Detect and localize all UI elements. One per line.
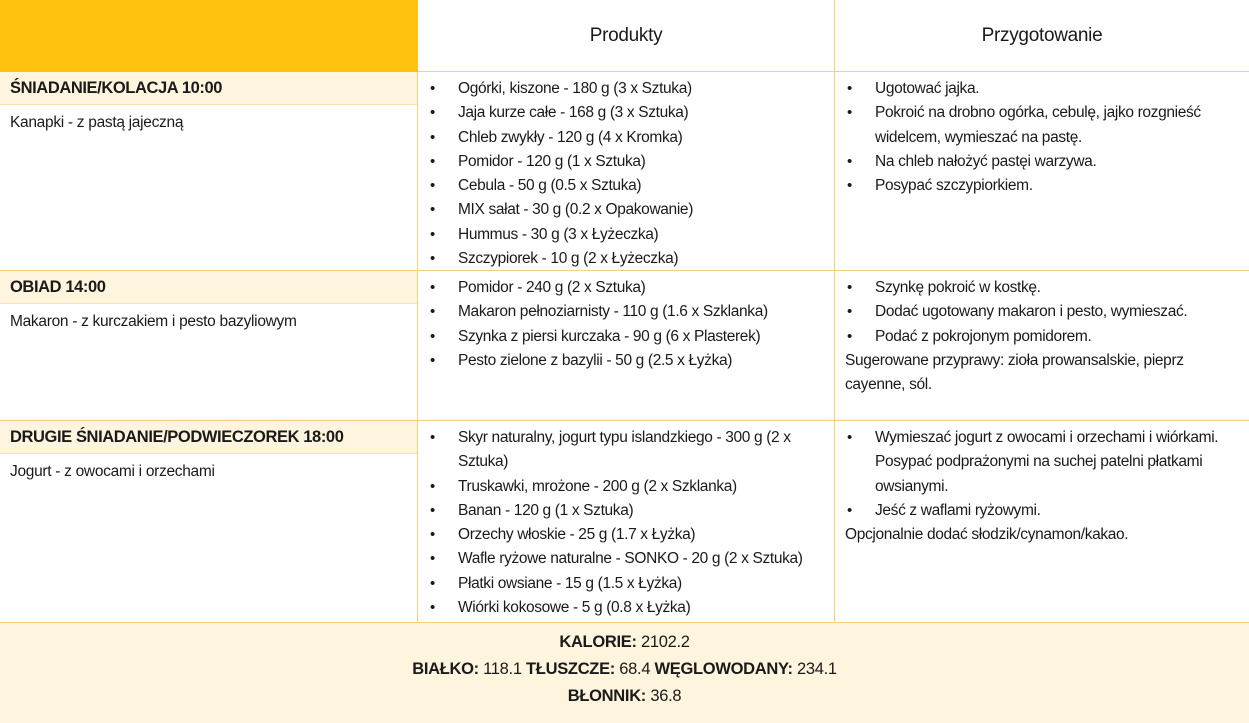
- header-preparation: Przygotowanie: [835, 0, 1249, 72]
- steps-list: [835, 271, 1249, 349]
- fiber-line: [0, 683, 1249, 710]
- product-item: • Ogórki, kiszone - 180 g (3 x Sztuka): [428, 77, 826, 101]
- product-item: • Skyr naturalny, jogurt typu islandzkiego - 300 g (2 x Sztuka): [428, 426, 826, 475]
- step-item: • Dodać ugotowany makaron i pesto, wymieszać.: [845, 300, 1241, 324]
- kcal-label: KALORIE:: [559, 633, 637, 651]
- product-item: • Hummus - 30 g (3 x Łyżeczka): [428, 223, 826, 247]
- meal-note: Opcjonalnie dodać słodzik/cynamon/kakao.: [845, 526, 1129, 544]
- step-item: • Wymieszać jogurt z owocami i orzechami i wiórkami. Posypać podprażonymi na suchej patelni płatkami owsianymi.: [845, 426, 1241, 499]
- carbs-value: 234.1: [796, 660, 837, 678]
- meal-2-products-cell: [418, 271, 835, 421]
- meal-3-products-cell: [418, 421, 835, 623]
- kcal-line: [0, 629, 1249, 656]
- steps-list: [835, 72, 1249, 198]
- step-item: • Na chleb nałożyć pastęi warzywa.: [845, 150, 1241, 174]
- protein-value: 118.1: [483, 660, 522, 678]
- product-item: • Cebula - 50 g (0.5 x Sztuka): [428, 174, 826, 198]
- products-list: [418, 271, 834, 373]
- fiber-value: 36.8: [650, 687, 682, 705]
- step-item: • Ugotować jajka.: [845, 77, 1241, 101]
- product-item: • Jaja kurze całe - 168 g (3 x Sztuka): [428, 101, 826, 125]
- meal-1-steps-cell: [835, 72, 1249, 271]
- product-item: • Chleb zwykły - 120 g (4 x Kromka): [428, 126, 826, 150]
- header-corner: [0, 0, 418, 72]
- meal-3-steps-cell: [835, 421, 1249, 623]
- meal-1-label-cell: [0, 72, 418, 271]
- kcal-value: 2102.2: [640, 633, 690, 651]
- steps-list: [835, 421, 1249, 523]
- product-item: • Truskawki, mrożone - 200 g (2 x Szklanka): [428, 475, 826, 499]
- carbs-label: WĘGLOWODANY:: [654, 660, 793, 678]
- meal-name: Kanapki - z pastą jajeczną: [10, 114, 184, 131]
- step-item: • Pokroić na drobno ogórka, cebulę, jajko rozgnieść widelcem, wymieszać na pastę.: [845, 101, 1241, 150]
- step-item: • Jeść z waflami ryżowymi.: [845, 499, 1241, 523]
- product-item: • Wafle ryżowe naturalne - SONKO - 20 g (2 x Sztuka): [428, 547, 826, 571]
- protein-label: BIAŁKO:: [412, 660, 479, 678]
- macros-line: [0, 656, 1249, 683]
- meal-note: Sugerowane przyprawy: zioła prowansalskie, pieprz cayenne, sól.: [845, 351, 1184, 394]
- product-item: • Pomidor - 240 g (2 x Sztuka): [428, 276, 826, 300]
- fat-value: 68.4: [619, 660, 651, 678]
- meal-name: Jogurt - z owocami i orzechami: [10, 463, 215, 480]
- products-list: [418, 421, 834, 620]
- product-item: • Orzechy włoskie - 25 g (1.7 x Łyżka): [428, 523, 826, 547]
- step-item: • Podać z pokrojonym pomidorem.: [845, 325, 1241, 349]
- header-products: Produkty: [418, 0, 835, 72]
- meal-2-steps-cell: [835, 271, 1249, 421]
- meal-title: DRUGIE ŚNIADANIE/PODWIECZOREK 18:00: [0, 421, 417, 454]
- meal-name: Makaron - z kurczakiem i pesto bazyliowym: [10, 313, 297, 330]
- meal-2-label-cell: [0, 271, 418, 421]
- step-item: • Posypać szczypiorkiem.: [845, 174, 1241, 198]
- products-list: [418, 72, 834, 271]
- product-item: • Pomidor - 120 g (1 x Sztuka): [428, 150, 826, 174]
- meal-title: OBIAD 14:00: [0, 271, 417, 304]
- meal-1-products-cell: [418, 72, 835, 271]
- fiber-label: BŁONNIK:: [567, 687, 647, 705]
- product-item: • Makaron pełnoziarnisty - 110 g (1.6 x Szklanka): [428, 300, 826, 324]
- nutrition-summary: [0, 623, 1249, 723]
- product-item: • Wiórki kokosowe - 5 g (0.8 x Łyżka): [428, 596, 826, 620]
- meal-3-label-cell: [0, 421, 418, 623]
- meal-title: ŚNIADANIE/KOLACJA 10:00: [0, 72, 417, 105]
- product-item: • Szynka z piersi kurczaka - 90 g (6 x Plasterek): [428, 325, 826, 349]
- product-item: • Banan - 120 g (1 x Sztuka): [428, 499, 826, 523]
- product-item: • Płatki owsiane - 15 g (1.5 x Łyżka): [428, 572, 826, 596]
- product-item: • Szczypiorek - 10 g (2 x Łyżeczka): [428, 247, 826, 271]
- product-item: • Pesto zielone z bazylii - 50 g (2.5 x Łyżka): [428, 349, 826, 373]
- product-item: • MIX sałat - 30 g (0.2 x Opakowanie): [428, 198, 826, 222]
- fat-label: TŁUSZCZE:: [526, 660, 615, 678]
- step-item: • Szynkę pokroić w kostkę.: [845, 276, 1241, 300]
